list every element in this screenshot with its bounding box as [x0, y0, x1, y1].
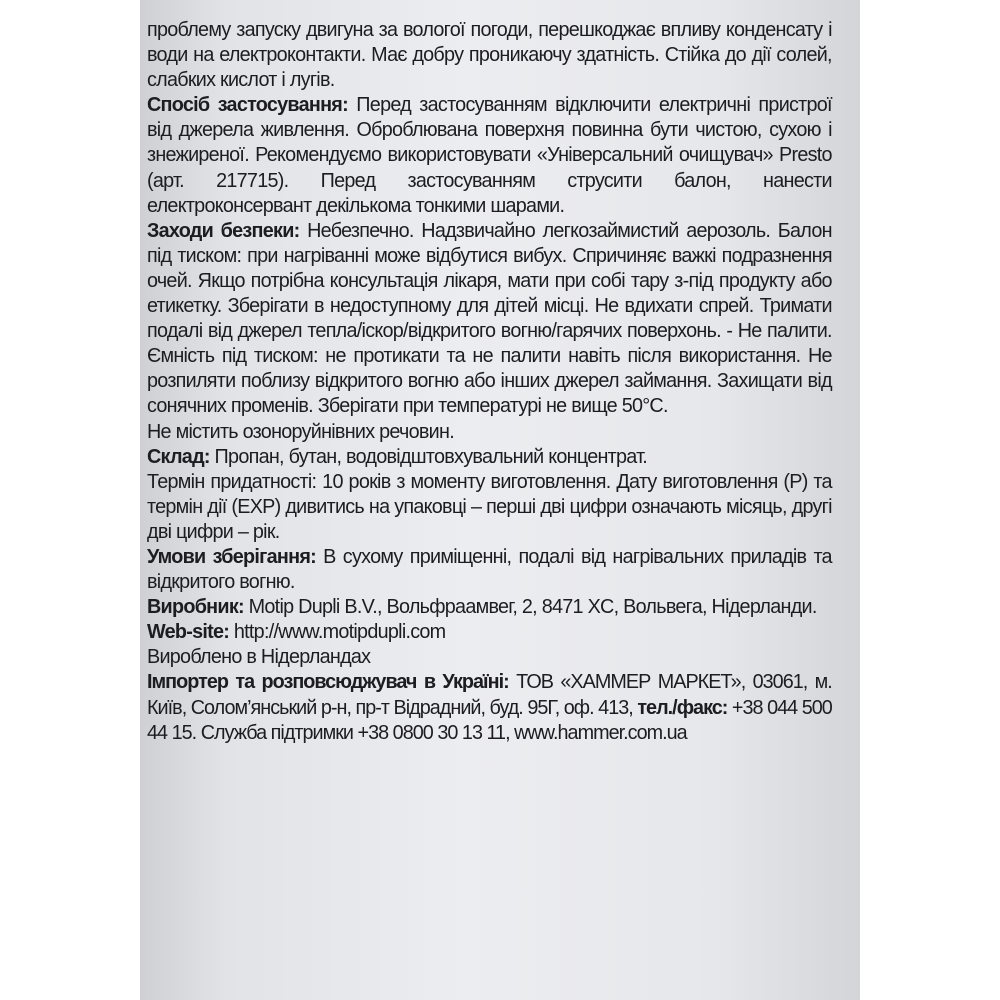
origin-paragraph: [147, 645, 832, 670]
background-left: [0, 0, 140, 1000]
origin-text: Вироблено в Нідерландах: [147, 646, 371, 669]
storage-paragraph: [147, 545, 832, 595]
application-text: Перед застосуванням відключити електричні пристрої від джерела живлення. Оброблювана поверхня повинна бути чистою, сухою і знежиреної. Рекомендуємо використовувати «Універсальний очищувач» Presto (арт. 217715). Перед застосуванням струсити балон, нанести електроконсервант декількома тонкими шарами.: [147, 94, 832, 217]
contact-label: тел./факс:: [637, 696, 728, 719]
shelf-life-text: Термін придатності: 10 років з моменту виготовлення. Дату виготовлення (P) та термін дії (EXP) дивитись на упаковці – перші дві цифри означають місяць, другі дві цифри – рік.: [147, 470, 832, 543]
label-text: [147, 18, 832, 746]
composition-text: Пропан, бутан, водовідштовхувальний концентрат.: [214, 445, 648, 468]
product-label: [140, 0, 860, 1000]
website-link[interactable]: http://www.motipdupli.com: [233, 621, 446, 644]
safety-label: Заходи безпеки:: [147, 219, 300, 242]
manufacturer-label: Виробник:: [147, 596, 244, 619]
safety-paragraph: [147, 219, 832, 420]
description-text: проблему запуску двигуна за вологої погоди, перешкоджає впливу конденсату і води на електроконтакти. Має добру проникаючу здатність. Стійка до дії солей, слабких кислот і лугів.: [147, 19, 832, 92]
importer-text: ТОВ «ХАММЕР МАРКЕТ», 03061, м. Київ, Солом’янський р-н, пр-т Відрадний, буд. 95Г, оф. 413,: [147, 671, 832, 719]
shelf-life-paragraph: [147, 470, 832, 545]
importer-paragraph: [147, 670, 832, 745]
website-paragraph: [147, 620, 832, 645]
manufacturer-paragraph: [147, 595, 832, 620]
website-label: Web-site:: [147, 621, 230, 644]
contact-text: +38 044 500 44 15. Служба підтримки +38 0800 30 13 11, www.hammer.com.ua: [147, 696, 832, 744]
ozone-text: Не містить озоноруйнівних речовин.: [147, 420, 454, 443]
safety-text: Небезпечно. Надзвичайно легкозаймистий аерозоль. Балон під тиском: при нагріванні може відбутися вибух. Спричиняє важкі подразнення очей. Якщо потрібна консультація лікаря, мати при собі тару з-під продукту або етикетку. Зберігати в недоступному для дітей місці. Не вдихати спрей. Тримати подалі від джерел тепла/іскор/відкритого вогню/гарячих поверхонь. - Не палити. Ємність під тиском: не протикати та не палити навіть після використання. Не розпиляти поблизу відкритого вогню або інших джерел займання. Захищати від сонячних променів. Зберігати при температурі не вище 50°C.: [147, 219, 832, 418]
manufacturer-text: Motip Dupli B.V., Вольфраамвег, 2, 8471 XC, Вольвега, Нідерланди.: [248, 596, 817, 619]
storage-text: В сухому приміщенні, подалі від нагрівальних приладів та відкритого вогню.: [147, 545, 832, 594]
background-right: [860, 0, 1000, 1000]
composition-label: Склад:: [147, 445, 210, 468]
description-paragraph: [147, 18, 832, 93]
composition-paragraph: [147, 445, 832, 470]
importer-label: Імпортер та розповсюджувач в Україні:: [147, 671, 509, 694]
application-paragraph: [147, 93, 832, 218]
ozone-paragraph: [147, 420, 832, 445]
storage-label: Умови зберігання:: [147, 545, 317, 568]
application-label: Спосіб застосування:: [147, 94, 348, 117]
